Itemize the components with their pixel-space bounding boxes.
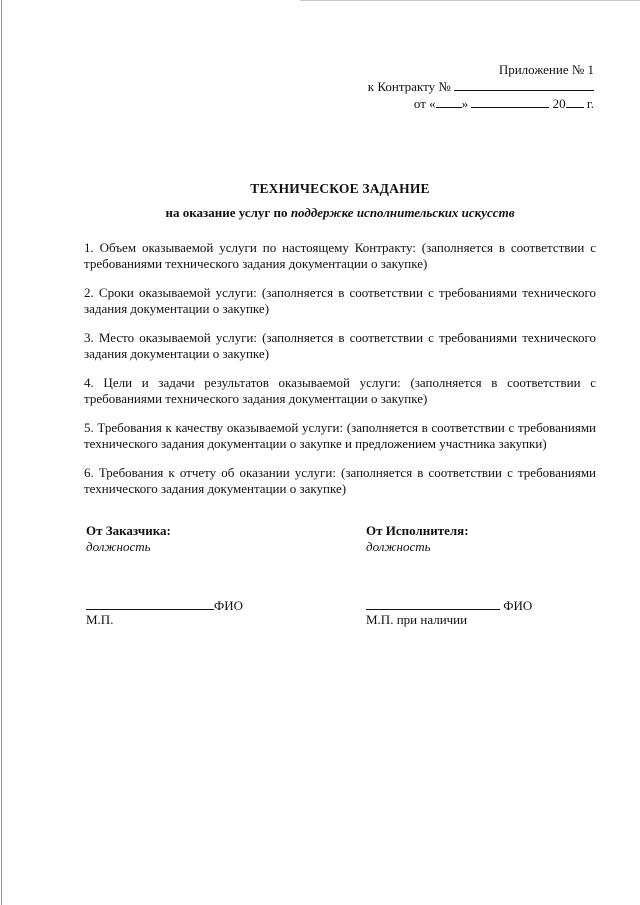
customer-position: должность (86, 539, 151, 554)
requirement-item-6: 6. Требования к отчету об оказании услуги: (заполняется в соответствии с требованиями технического задания документации о закупке) (84, 465, 596, 496)
date-year: 20 (552, 96, 566, 111)
contractor-signature-blank (366, 597, 500, 610)
requirement-item-1: 1. Объем оказываемой услуги по настоящему Контракту: (заполняется в соответствии с требованиями технического задания документации о закупке) (84, 240, 596, 271)
customer-role: От Заказчика: (86, 523, 171, 538)
contractor-stamp: М.П. при наличии (366, 612, 468, 627)
contract-number-blank (454, 78, 594, 91)
document-title: ТЕХНИЧЕСКОЕ ЗАДАНИЕ (250, 181, 430, 196)
requirement-item-5: 5. Требования к качеству оказываемой услуги: (заполняется в соответствии с требованиями технического задания документации о закупке и предложением участника закупки) (84, 420, 596, 451)
contract-prefix: к Контракту № (367, 79, 451, 94)
appendix-number: Приложение № 1 (498, 62, 594, 77)
subtitle-italic: поддержке исполнительских искусств (290, 205, 515, 220)
page-edge-top (300, 0, 640, 1)
contractor-position: должность (366, 539, 431, 554)
date-prefix: от « (413, 96, 436, 111)
page-edge-left (1, 0, 2, 905)
requirement-item-3: 3. Место оказываемой услуги: (заполняется в соответствии с требованиями технического задания документации о закупке) (84, 330, 596, 361)
subtitle-normal: на оказание услуг по (165, 205, 291, 220)
date-year-blank (566, 95, 584, 108)
contract-date-line (368, 95, 594, 112)
document-subtitle (0, 205, 640, 221)
customer-fio-label: ФИО (214, 598, 244, 613)
customer-stamp: М.П. (86, 612, 114, 627)
contractor-role: От Исполнителя: (366, 523, 469, 538)
appendix-header (368, 62, 594, 112)
requirement-item-4: 4. Цели и задачи результатов оказываемой услуги: (заполняется в соответствии с требованиями технического задания документации о закупке) (84, 375, 596, 406)
customer-signature-blank (86, 597, 214, 610)
requirement-item-2: 2. Сроки оказываемой услуги: (заполняется в соответствии с требованиями технического задания документации о закупке) (84, 285, 596, 316)
date-day-blank (436, 95, 462, 108)
requirements-list (84, 240, 596, 510)
contractor-signature-block (366, 523, 469, 555)
customer-signature-block (86, 523, 171, 555)
date-suffix: г. (586, 96, 594, 111)
date-mid: » (461, 96, 469, 111)
date-month-blank (471, 95, 549, 108)
contractor-fio-label: ФИО (503, 598, 533, 613)
contract-number-line (368, 78, 594, 95)
